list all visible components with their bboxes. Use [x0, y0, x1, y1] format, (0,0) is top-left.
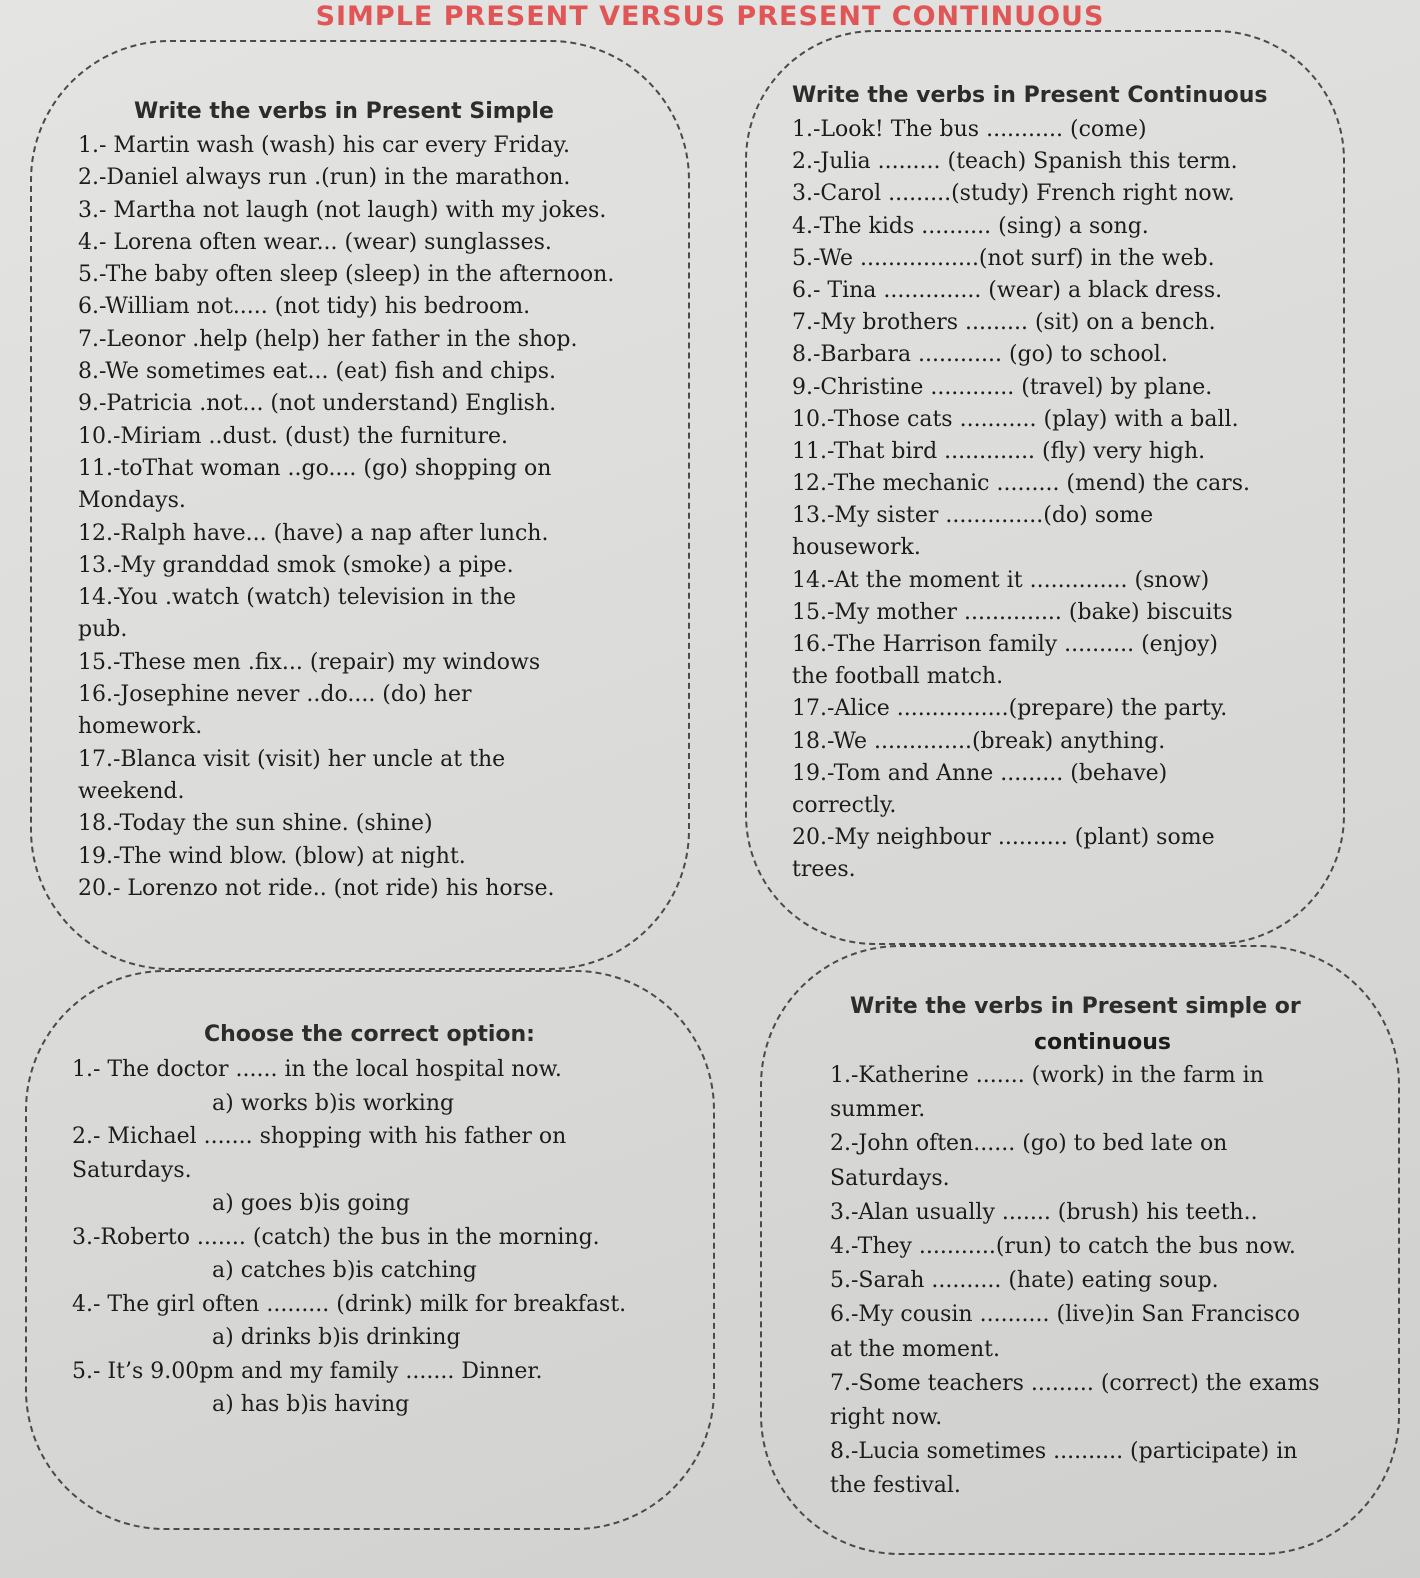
exercise-line: 16.-Josephine never ..do.... (do) her [78, 682, 472, 708]
exercise-line: 12.-Ralph have... (have) a nap after lunch. [78, 520, 549, 546]
exercise-line: 7.-Leonor .help (help) her father in the shop. [78, 326, 578, 352]
exercise-line: 20.-My neighbour .......... (plant) some [792, 825, 1215, 851]
exercise-line: 2.- Michael ....... shopping with his father on [72, 1124, 567, 1149]
choose-option-section [72, 1018, 702, 1422]
answer-options: a) has b)is having [212, 1392, 410, 1417]
exercise-line: 17.-Blanca visit (visit) her uncle at the [78, 746, 506, 772]
exercise-line: 9.-Patricia .not... (not understand) English. [78, 391, 557, 417]
exercise-line: trees. [792, 857, 856, 883]
section-heading: Write the verbs in Present simple or [850, 994, 1301, 1019]
exercise-line: 3.- Martha not laugh (not laugh) with my jokes. [78, 197, 607, 223]
exercise-line: 5.- It’s 9.00pm and my family ....... Dinner. [72, 1358, 543, 1384]
exercise-line: 9.-Christine ............ (travel) by plane. [792, 374, 1213, 400]
exercise-line: 4.-The kids .......... (sing) a song. [792, 213, 1149, 239]
exercise-line: 6.-William not..... (not tidy) his bedroom. [78, 294, 531, 320]
exercise-line: 4.-They ...........(run) to catch the bus now. [830, 1233, 1296, 1259]
exercise-line: 16.-The Harrison family .......... (enjoy) [792, 632, 1218, 657]
exercise-line: 8.-Barbara ............ (go) to school. [792, 342, 1168, 368]
exercise-line: weekend. [78, 778, 185, 804]
section-heading: Write the verbs in Present Continuous [792, 83, 1268, 108]
exercise-line: 19.-Tom and Anne ......... (behave) [792, 760, 1168, 786]
exercise-line: Saturdays. [72, 1157, 192, 1183]
exercise-line: 7.-Some teachers ......... (correct) the exams [830, 1370, 1320, 1396]
exercise-line: 13.-My sister ..............(do) some [792, 503, 1154, 529]
exercise-line: 1.- Martin wash (wash) his car every Friday. [78, 133, 570, 158]
exercise-line: 6.-My cousin .......... (live)in San Francisco [830, 1302, 1301, 1328]
exercise-line: 8.-Lucia sometimes .......... (participate) in [830, 1439, 1298, 1465]
exercise-line: 19.-The wind blow. (blow) at night. [78, 843, 466, 869]
exercise-line: 1.- The doctor ...... in the local hospital now. [72, 1057, 562, 1082]
exercise-line: pub. [78, 617, 128, 643]
exercise-line: 2.-Julia ......... (teach) Spanish this term. [792, 149, 1238, 175]
answer-options: a) drinks b)is drinking [212, 1325, 461, 1350]
exercise-line: 20.- Lorenzo not ride.. (not ride) his horse. [78, 875, 555, 901]
page-title: SIMPLE PRESENT VERSUS PRESENT CONTINUOUS [315, 1, 1105, 32]
section-heading: Write the verbs in Present Simple [134, 99, 554, 124]
exercise-line: 3.-Roberto ....... (catch) the bus in the morning. [72, 1224, 600, 1250]
exercise-line: 3.-Carol .........(study) French right now. [792, 181, 1235, 207]
exercise-line: 10.-Miriam ..dust. (dust) the furniture. [78, 423, 508, 449]
exercise-line: 18.-We ..............(break) anything. [792, 728, 1166, 754]
exercise-line: right now. [830, 1404, 943, 1430]
exercise-line: Saturdays. [830, 1165, 950, 1191]
present-continuous-section [792, 80, 1337, 887]
exercise-line: Mondays. [78, 488, 186, 514]
exercise-line: housework. [792, 535, 921, 561]
exercise-line: the football match. [792, 664, 1004, 690]
exercise-line: 4.- The girl often ......... (drink) milk for breakfast. [72, 1291, 627, 1317]
exercise-line: 17.-Alice ................(prepare) the party. [792, 696, 1228, 722]
exercise-line: 14.-At the moment it .............. (snow) [792, 567, 1210, 593]
simple-or-continuous-section [830, 990, 1375, 1504]
exercise-line: 13.-My granddad smok (smoke) a pipe. [78, 552, 514, 578]
exercise-line: 15.-My mother .............. (bake) biscuits [792, 599, 1233, 625]
exercise-line: 18.-Today the sun shine. (shine) [78, 811, 433, 837]
exercise-line: 3.-Alan usually ....... (brush) his teeth.. [830, 1199, 1258, 1225]
exercise-line: correctly. [792, 792, 897, 818]
answer-options: a) works b)is working [212, 1090, 455, 1116]
exercise-line: 5.-The baby often sleep (sleep) in the afternoon. [78, 262, 615, 288]
exercise-line: 11.-toThat woman ..go.... (go) shopping on [78, 455, 552, 481]
exercise-line: 12.-The mechanic ......... (mend) the cars. [792, 471, 1250, 497]
exercise-line: summer. [830, 1097, 926, 1123]
exercise-line: 10.-Those cats ........... (play) with a ball. [792, 406, 1239, 432]
present-simple-section [78, 96, 678, 905]
answer-options: a) goes b)is going [212, 1191, 410, 1216]
exercise-line: 8.-We sometimes eat... (eat) fish and chips. [78, 359, 556, 385]
answer-options: a) catches b)is catching [212, 1258, 477, 1283]
exercise-line: 5.-Sarah .......... (hate) eating soup. [830, 1268, 1219, 1294]
exercise-line: at the moment. [830, 1336, 1000, 1362]
exercise-line: 1.-Look! The bus ........... (come) [792, 117, 1147, 142]
section-heading: Choose the correct option: [204, 1022, 535, 1047]
exercise-line: 2.-John often...... (go) to bed late on [830, 1131, 1228, 1157]
exercise-line: the festival. [830, 1473, 961, 1499]
exercise-line: 4.- Lorena often wear... (wear) sunglasses. [78, 229, 552, 255]
exercise-line: 6.- Tina .............. (wear) a black dress. [792, 277, 1223, 303]
exercise-line: 7.-My brothers ......... (sit) on a bench. [792, 310, 1216, 336]
exercise-line: 15.-These men .fix... (repair) my windows [78, 649, 541, 675]
exercise-line: 11.-That bird ............. (fly) very high. [792, 438, 1206, 464]
exercise-line: homework. [78, 714, 203, 740]
exercise-line: 1.-Katherine ....... (work) in the farm in [830, 1063, 1264, 1088]
exercise-line: 2.-Daniel always run .(run) in the marathon. [78, 165, 571, 191]
exercise-line: 14.-You .watch (watch) television in the [78, 585, 517, 611]
exercise-line: 5.-We .................(not surf) in the web. [792, 245, 1215, 271]
section-heading-2: continuous [1033, 1030, 1172, 1055]
